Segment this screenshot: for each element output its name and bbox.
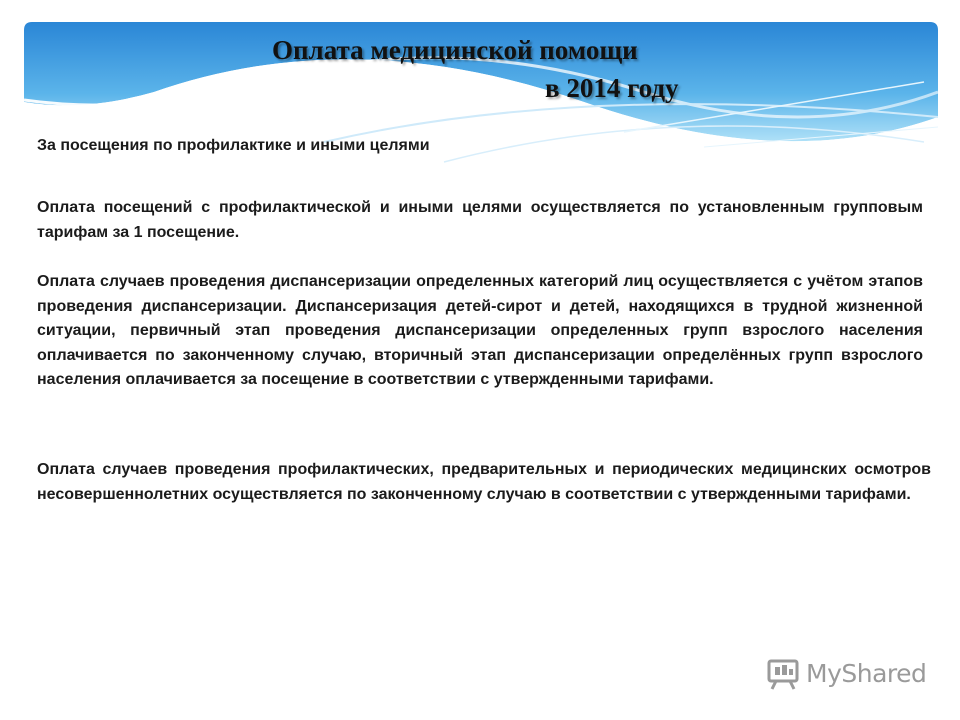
paragraph-2: Оплата случаев проведения диспансеризации определенных категорий лиц осуществляется с учётом этапов проведения диспансеризации. Диспансеризация детей-сирот и детей, находящихся в трудной жизненной ситуации, первичный этап проведения диспансеризации определенных групп взрослого населения оплачивается по законченному случаю, вторичный этап диспансеризации определённых групп взрослого населения оплачивается за посещение в соответствии с утвержденными тарифами. [37,273,923,388]
title-line-2: в 2014 году [545,73,679,103]
title-line-1: Оплата медицинской помощи [272,35,638,65]
paragraph-1: Оплата посещений с профилактической и иными целями осуществляется по установленным групповым тарифам за 1 посещение. [37,199,923,241]
subheading: За посещения по профилактике и иными целями [37,137,430,154]
myshared-logo-icon [766,657,802,691]
watermark [766,655,926,695]
paragraph-3: Оплата случаев проведения профилактических, предварительных и периодических медицинских осмотров несовершеннолетних осуществляется по законченному случаю в соответствии с утвержденными тарифами. [37,461,931,503]
watermark-text: MyShared [806,659,927,688]
